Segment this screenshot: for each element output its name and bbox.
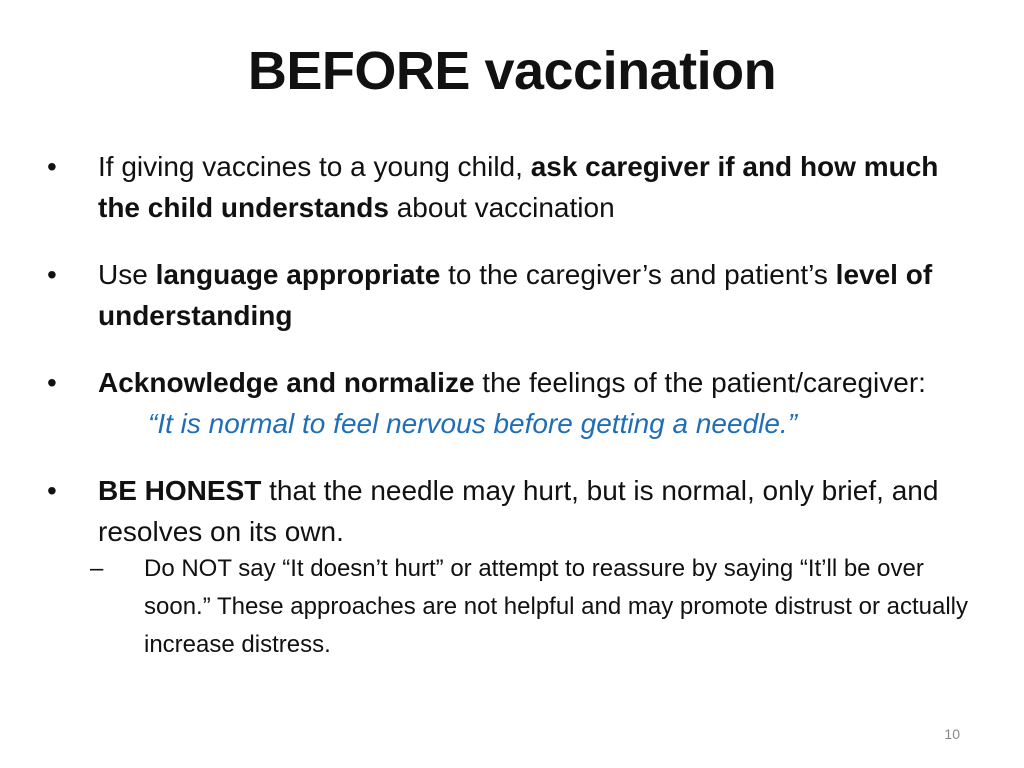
sub-bullet-marker: – [90,555,104,582]
bullet-item-1 [45,146,985,228]
bullet-bold-text: language appropriate [155,259,441,290]
bullet-text: If giving vaccines to a young child, [98,151,531,182]
bullet-marker: • [47,259,57,290]
bullet-text: the feelings of the patient/caregiver: [474,367,926,398]
sub-bullet-text: Do NOT say “It doesn’t hurt” or attempt to reassure by saying “It’ll be over soon.” These approaches are not helpful and may promote distrust or actually increase distress. [144,555,969,658]
bullet-bold-text: BE HONEST [98,475,262,506]
bullet-item-4 [45,470,985,664]
bullet-item-2 [45,254,985,336]
slide-title: BEFORE vaccination [247,41,777,101]
bullet-text: Use [98,259,156,290]
sub-bullet-item [90,550,985,664]
bullet-marker: • [47,151,57,182]
page-number: 10 [944,726,960,742]
bullet-item-3 [45,362,985,444]
bullet-bold-text: Acknowledge and normalize [98,367,475,398]
bullet-bold-text: ask caregiver if and how much the child understands [98,151,939,223]
example-quote: “It is normal to feel nervous before getting a needle.” [148,408,798,439]
bullet-marker: • [47,367,57,398]
bullet-list [45,146,985,690]
bullet-text: to the caregiver’s and patient’s [440,259,836,290]
bullet-text: about vaccination [388,192,615,223]
bullet-bold-text: level of understanding [98,259,933,331]
bullet-text: that the needle may hurt, but is normal, only brief, and resolves on its own. [98,475,939,547]
bullet-marker: • [47,475,57,506]
